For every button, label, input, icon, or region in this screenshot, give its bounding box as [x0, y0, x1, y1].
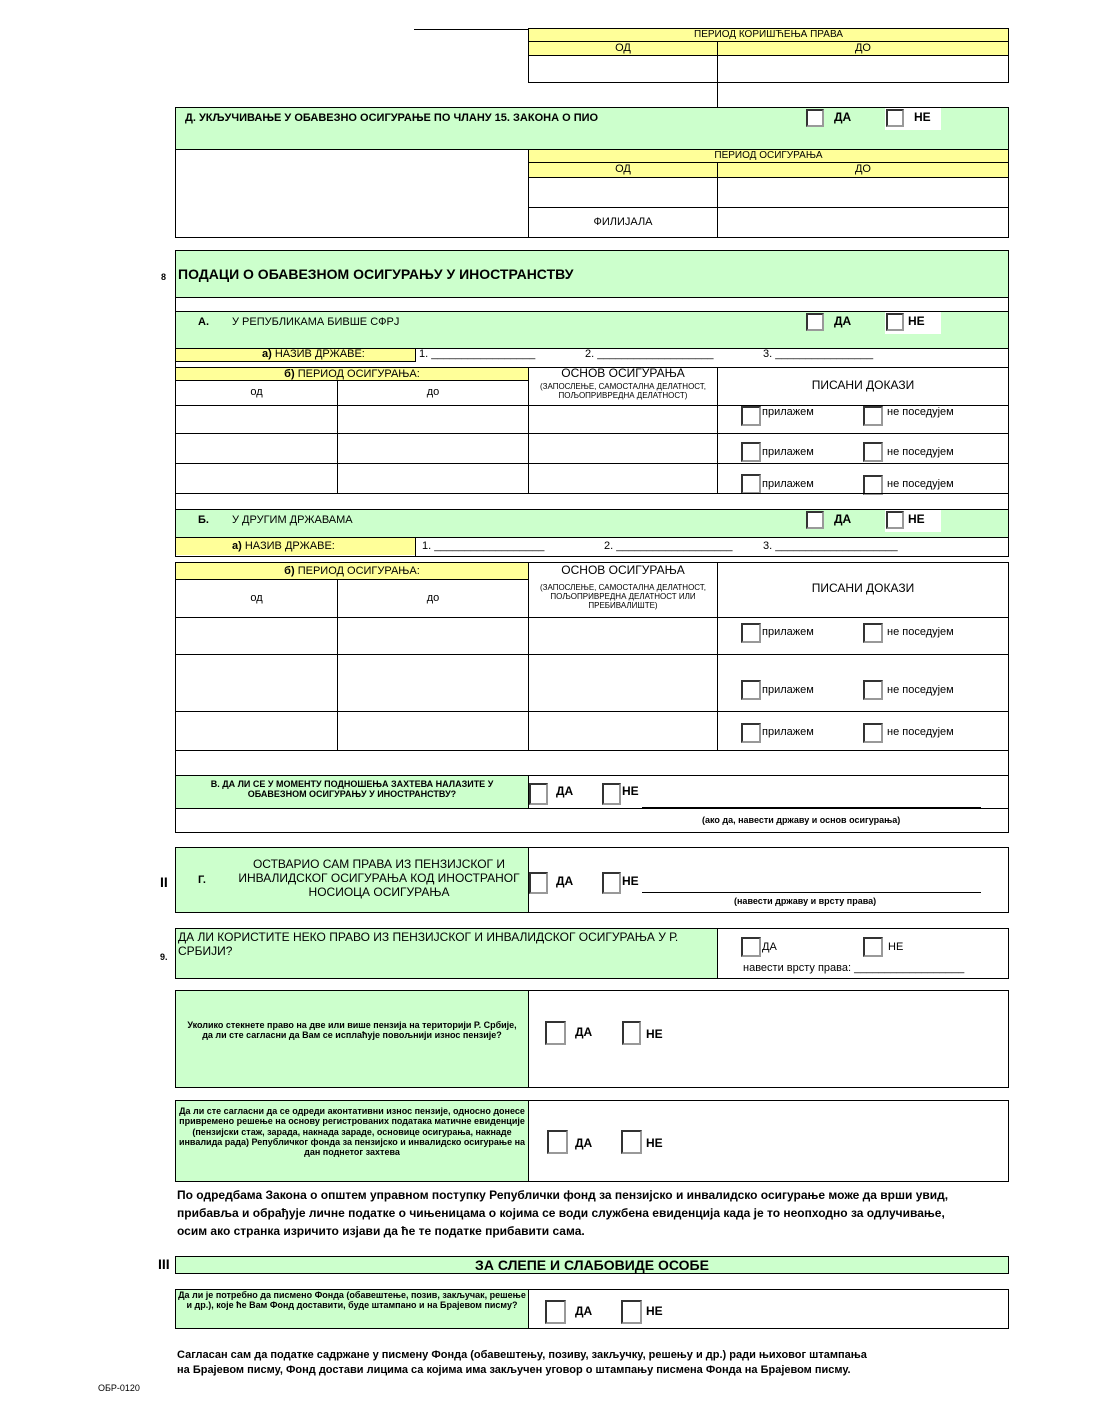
braille-consent-line-1: Сагласан сам да податке садржане у писмену Фонда (обавештењу, позиву, закључку, решењу и др.) ради њиховог штампања	[177, 1349, 867, 1361]
b-row2-nothave-label: не поседујем	[887, 684, 954, 696]
a-row1-from[interactable]	[175, 405, 338, 434]
a-to-label: до	[426, 386, 440, 398]
section-d-left-field[interactable]	[175, 149, 529, 238]
b-basis-sub: (ЗАПОСЛЕЊЕ, САМОСТАЛНА ДЕЛАТНОСТ, ПОЉОПРИВРЕДНА ДЕЛАТНОСТ ИЛИ ПРЕБИВАЛИШТЕ)	[539, 583, 707, 611]
a-row2-nothave-label: не поседујем	[887, 446, 954, 458]
b-country-1[interactable]: 1. __________________	[422, 540, 545, 552]
legal-note-line-3: осим ако странка изричито изјави да ће те податке прибавити сама.	[177, 1224, 585, 1238]
a-row1-attach-checkbox[interactable]	[741, 406, 761, 426]
advance-pension-question: Да ли сте сагласни да се одреди аконтативни износ пензије, односно донесе привремено решење на основу регистрованих података матичне евиденције (пензијски стаж, зарада, накнада зараде, основице осигурања, накнаде инвалида рада) Републичког фонда за пензијско и инвалидско осигурање на дан поднетог захтева	[178, 1106, 526, 1158]
section-b-no-label: НЕ	[908, 512, 925, 526]
section-a-yes-label: ДА	[834, 314, 852, 328]
a-row3-attach-checkbox[interactable]	[741, 474, 761, 494]
b-row2-attach-label: прилажем	[762, 684, 814, 696]
spacer-row	[175, 750, 1009, 776]
section-a-no-label: НЕ	[908, 314, 925, 328]
section-v-note: (ако да, навести државу и основ осигурања)	[702, 815, 901, 825]
section-g-no-label: НЕ	[622, 874, 639, 888]
legal-note-line-2: прибавља и обрађује личне податке о чињеницама о којима се води службена евиденција када је то неопходно за одлучивање,	[177, 1206, 945, 1220]
a-row3-to[interactable]	[337, 463, 529, 494]
divider-line	[175, 808, 1009, 809]
section-v-yes-checkbox[interactable]	[529, 783, 548, 805]
b-row1-nothave-checkbox[interactable]	[863, 623, 883, 643]
branch-field[interactable]	[717, 207, 1009, 238]
b-row3-from[interactable]	[175, 711, 338, 751]
braille-yes-label: ДА	[575, 1304, 593, 1318]
section-8-title: ПОДАЦИ О ОБАВЕЗНОМ ОСИГУРАЊУ У ИНОСТРАНСТВУ	[178, 266, 574, 282]
section-8-number: 8	[161, 272, 167, 282]
a-country-3[interactable]: 3. ________________	[763, 348, 874, 360]
a-row3-from[interactable]	[175, 463, 338, 494]
divider-line	[415, 349, 416, 362]
section-g-yes-label: ДА	[556, 874, 574, 888]
b-row1-basis[interactable]	[528, 617, 718, 655]
braille-question: Да ли је потребно да писмено Фонда (обавештење, позив, закључак, решење и др.), које ће Вам Фонд доставити, буде штампано и на Брајевом писму?	[178, 1290, 526, 1311]
a-basis-title: ОСНОВ ОСИГУРАЊА	[561, 366, 685, 380]
a-row2-basis[interactable]	[528, 433, 718, 464]
section-b-yes-checkbox[interactable]	[806, 511, 824, 529]
b-row1-from[interactable]	[175, 617, 338, 655]
section-9-yes-checkbox[interactable]	[741, 937, 761, 957]
a-row1-to[interactable]	[337, 405, 529, 434]
from-header-label: ОД	[615, 42, 631, 54]
b-from-label: од	[250, 592, 263, 604]
to-header-label: ДО	[854, 42, 871, 54]
a-country-1[interactable]: 1. _________________	[419, 348, 536, 360]
section-v-no-label: НЕ	[622, 784, 639, 798]
a-from-label: од	[250, 386, 263, 398]
a-row1-attach-label: прилажем	[762, 406, 814, 418]
section-d-title: Д. УКЉУЧИВАЊЕ У ОБАВЕЗНО ОСИГУРАЊЕ ПО ЧЛАНУ 15. ЗАКОНА О ПИО	[185, 112, 599, 124]
section-9-no-checkbox[interactable]	[863, 937, 883, 957]
section-v-yes-label: ДА	[556, 784, 574, 798]
spacer-row	[175, 493, 1009, 510]
two-pensions-no-label: НЕ	[646, 1027, 663, 1041]
section-b-letter: Б.	[198, 514, 209, 526]
b-country-2[interactable]: 2. ___________________	[604, 540, 733, 552]
b-row2-to[interactable]	[337, 654, 529, 712]
section-a-letter: А.	[198, 316, 209, 328]
section-d-yes-label: ДА	[834, 110, 852, 124]
period-header-label: ПЕРИОД КОРИШЋЕЊА ПРАВА	[694, 29, 843, 40]
section-d-no-label: НЕ	[914, 110, 931, 124]
b-row3-attach-label: прилажем	[762, 726, 814, 738]
divider-line	[717, 82, 718, 108]
section-ii-roman: II	[160, 874, 168, 890]
top-divider-line	[414, 29, 528, 30]
period-to-field[interactable]	[717, 55, 1009, 83]
advance-pension-no-label: НЕ	[646, 1136, 663, 1150]
a-row3-nothave-checkbox[interactable]	[863, 475, 883, 495]
b-row2-nothave-checkbox[interactable]	[863, 680, 883, 700]
a-row3-basis[interactable]	[528, 463, 718, 494]
a-row3-attach-label: прилажем	[762, 478, 814, 490]
section-g-yes-checkbox[interactable]	[529, 872, 548, 894]
section-iii-roman: III	[158, 1256, 170, 1272]
b-evidence-label: ПИСАНИ ДОКАЗИ	[811, 581, 915, 595]
a-row1-nothave-checkbox[interactable]	[863, 406, 883, 426]
b-country-label: а) НАЗИВ ДРЖАВЕ:	[232, 540, 335, 552]
form-code: ОБР-0120	[98, 1383, 140, 1393]
section-g-answer-line[interactable]	[642, 892, 981, 893]
b-row1-to[interactable]	[337, 617, 529, 655]
advance-pension-no-checkbox[interactable]	[621, 1130, 642, 1154]
two-pensions-no-checkbox[interactable]	[622, 1021, 641, 1045]
b-row1-nothave-label: не поседујем	[887, 626, 954, 638]
advance-pension-yes-label: ДА	[575, 1136, 593, 1150]
b-basis-title: ОСНОВ ОСИГУРАЊА	[561, 563, 685, 577]
section-b-no-checkbox[interactable]	[886, 511, 904, 529]
section-b-yes-label: ДА	[834, 512, 852, 526]
a-evidence-label: ПИСАНИ ДОКАЗИ	[811, 378, 915, 392]
section-d-no-checkbox[interactable]	[886, 109, 904, 127]
section-iii-title: ЗА СЛЕПЕ И СЛАБОВИДЕ ОСОБЕ	[475, 1257, 709, 1273]
section-9-yes-label: ДА	[762, 941, 777, 953]
two-pensions-yes-checkbox[interactable]	[545, 1021, 566, 1045]
braille-no-label: НЕ	[646, 1304, 663, 1318]
a-country-label: а) НАЗИВ ДРЖАВЕ:	[262, 348, 365, 360]
a-row1-nothave-label: не поседујем	[887, 406, 954, 418]
a-row2-to[interactable]	[337, 433, 529, 464]
a-row2-from[interactable]	[175, 433, 338, 464]
section-g-note: (навести државу и врсту права)	[734, 896, 877, 906]
insurance-period-label: ПЕРИОД ОСИГУРАЊА	[714, 150, 823, 161]
d-to-label: ДО	[854, 163, 871, 175]
b-row1-attach-label: прилажем	[762, 626, 814, 638]
branch-label: ФИЛИЈАЛА	[593, 216, 653, 228]
period-from-field[interactable]	[528, 55, 718, 83]
b-row3-to[interactable]	[337, 711, 529, 751]
a-period-label: б) ПЕРИОД ОСИГУРАЊА:	[284, 368, 420, 380]
braille-yes-checkbox[interactable]	[545, 1300, 566, 1324]
b-row3-basis[interactable]	[528, 711, 718, 751]
two-pensions-question: Уколико стекнете право на две или више пензија на територији Р. Србије, да ли сте сагласни да Вам се исплаћује повољнији износ пензије?	[187, 1020, 517, 1041]
b-row1-attach-checkbox[interactable]	[741, 623, 761, 643]
section-v-answer-line[interactable]	[642, 807, 981, 808]
b-period-label: б) ПЕРИОД ОСИГУРАЊА:	[284, 565, 420, 577]
advance-pension-yes-checkbox[interactable]	[547, 1130, 568, 1154]
section-g-letter: Г.	[198, 874, 206, 886]
section-v-question: В. ДА ЛИ СЕ У МОМЕНТУ ПОДНОШЕЊА ЗАХТЕВА НАЛАЗИТЕ У ОБАВЕЗНОМ ОСИГУРАЊУ У ИНОСТРАНСТВУ?	[210, 779, 494, 800]
braille-no-checkbox[interactable]	[621, 1300, 642, 1324]
d-to-field[interactable]	[717, 177, 1009, 208]
d-from-label: ОД	[615, 163, 631, 175]
b-country-3[interactable]: 3. ____________________	[763, 540, 898, 552]
b-row3-attach-checkbox[interactable]	[741, 723, 761, 743]
a-country-2[interactable]: 2. ___________________	[585, 348, 714, 360]
section-g-no-checkbox[interactable]	[602, 872, 621, 894]
section-9-number: 9.	[160, 952, 168, 962]
section-9-right-type[interactable]: навести врсту права: __________________	[743, 962, 965, 974]
section-9-no-label: НЕ	[888, 941, 904, 953]
section-a-title: У РЕПУБЛИКАМА БИВШЕ СФРЈ	[232, 316, 400, 328]
divider-line	[415, 538, 416, 556]
a-row2-attach-checkbox[interactable]	[741, 442, 761, 462]
section-g-text: ОСТВАРИО САМ ПРАВА ИЗ ПЕНЗИЈСКОГ И ИНВАЛИДСКОГ ОСИГУРАЊА КОД ИНОСТРАНОГ НОСИОЦА ОСИГУРАЊА	[238, 857, 520, 899]
section-a-no-checkbox[interactable]	[886, 313, 904, 331]
a-row2-nothave-checkbox[interactable]	[863, 442, 883, 462]
section-d-yes-checkbox[interactable]	[806, 109, 824, 127]
section-v-no-checkbox[interactable]	[602, 783, 621, 805]
braille-consent-line-2: на Брајевом писму, Фонд достави лицима са којима има закључен уговор о штампању писмена Фонда на Брајевом писму.	[177, 1364, 851, 1376]
d-from-field[interactable]	[528, 177, 718, 208]
a-basis-sub: (ЗАПОСЛЕЊЕ, САМОСТАЛНА ДЕЛАТНОСТ, ПОЉОПРИВРЕДНА ДЕЛАТНОСТ)	[539, 382, 707, 401]
b-row3-nothave-checkbox[interactable]	[863, 723, 883, 743]
b-row2-attach-checkbox[interactable]	[741, 680, 761, 700]
legal-note-line-1: По одредбама Закона о општем управном поступку Републички фонд за пензијско и инвалидско осигурање може да врши увид,	[177, 1188, 949, 1202]
two-pensions-yes-label: ДА	[575, 1025, 593, 1039]
a-row3-nothave-label: не поседујем	[887, 478, 954, 490]
section-9-question: ДА ЛИ КОРИСТИТЕ НЕКО ПРАВО ИЗ ПЕНЗИЈСКОГ И ИНВАЛИДСКОГ ОСИГУРАЊА У Р. СРБИЈИ?	[178, 930, 679, 958]
b-row2-from[interactable]	[175, 654, 338, 712]
section-a-yes-checkbox[interactable]	[806, 313, 824, 331]
a-row1-basis[interactable]	[528, 405, 718, 434]
spacer-row	[175, 297, 1009, 312]
a-row2-attach-label: прилажем	[762, 446, 814, 458]
section-b-title: У ДРУГИМ ДРЖАВАМА	[232, 514, 353, 526]
b-to-label: до	[426, 592, 440, 604]
b-row3-nothave-label: не поседујем	[887, 726, 954, 738]
b-row2-basis[interactable]	[528, 654, 718, 712]
